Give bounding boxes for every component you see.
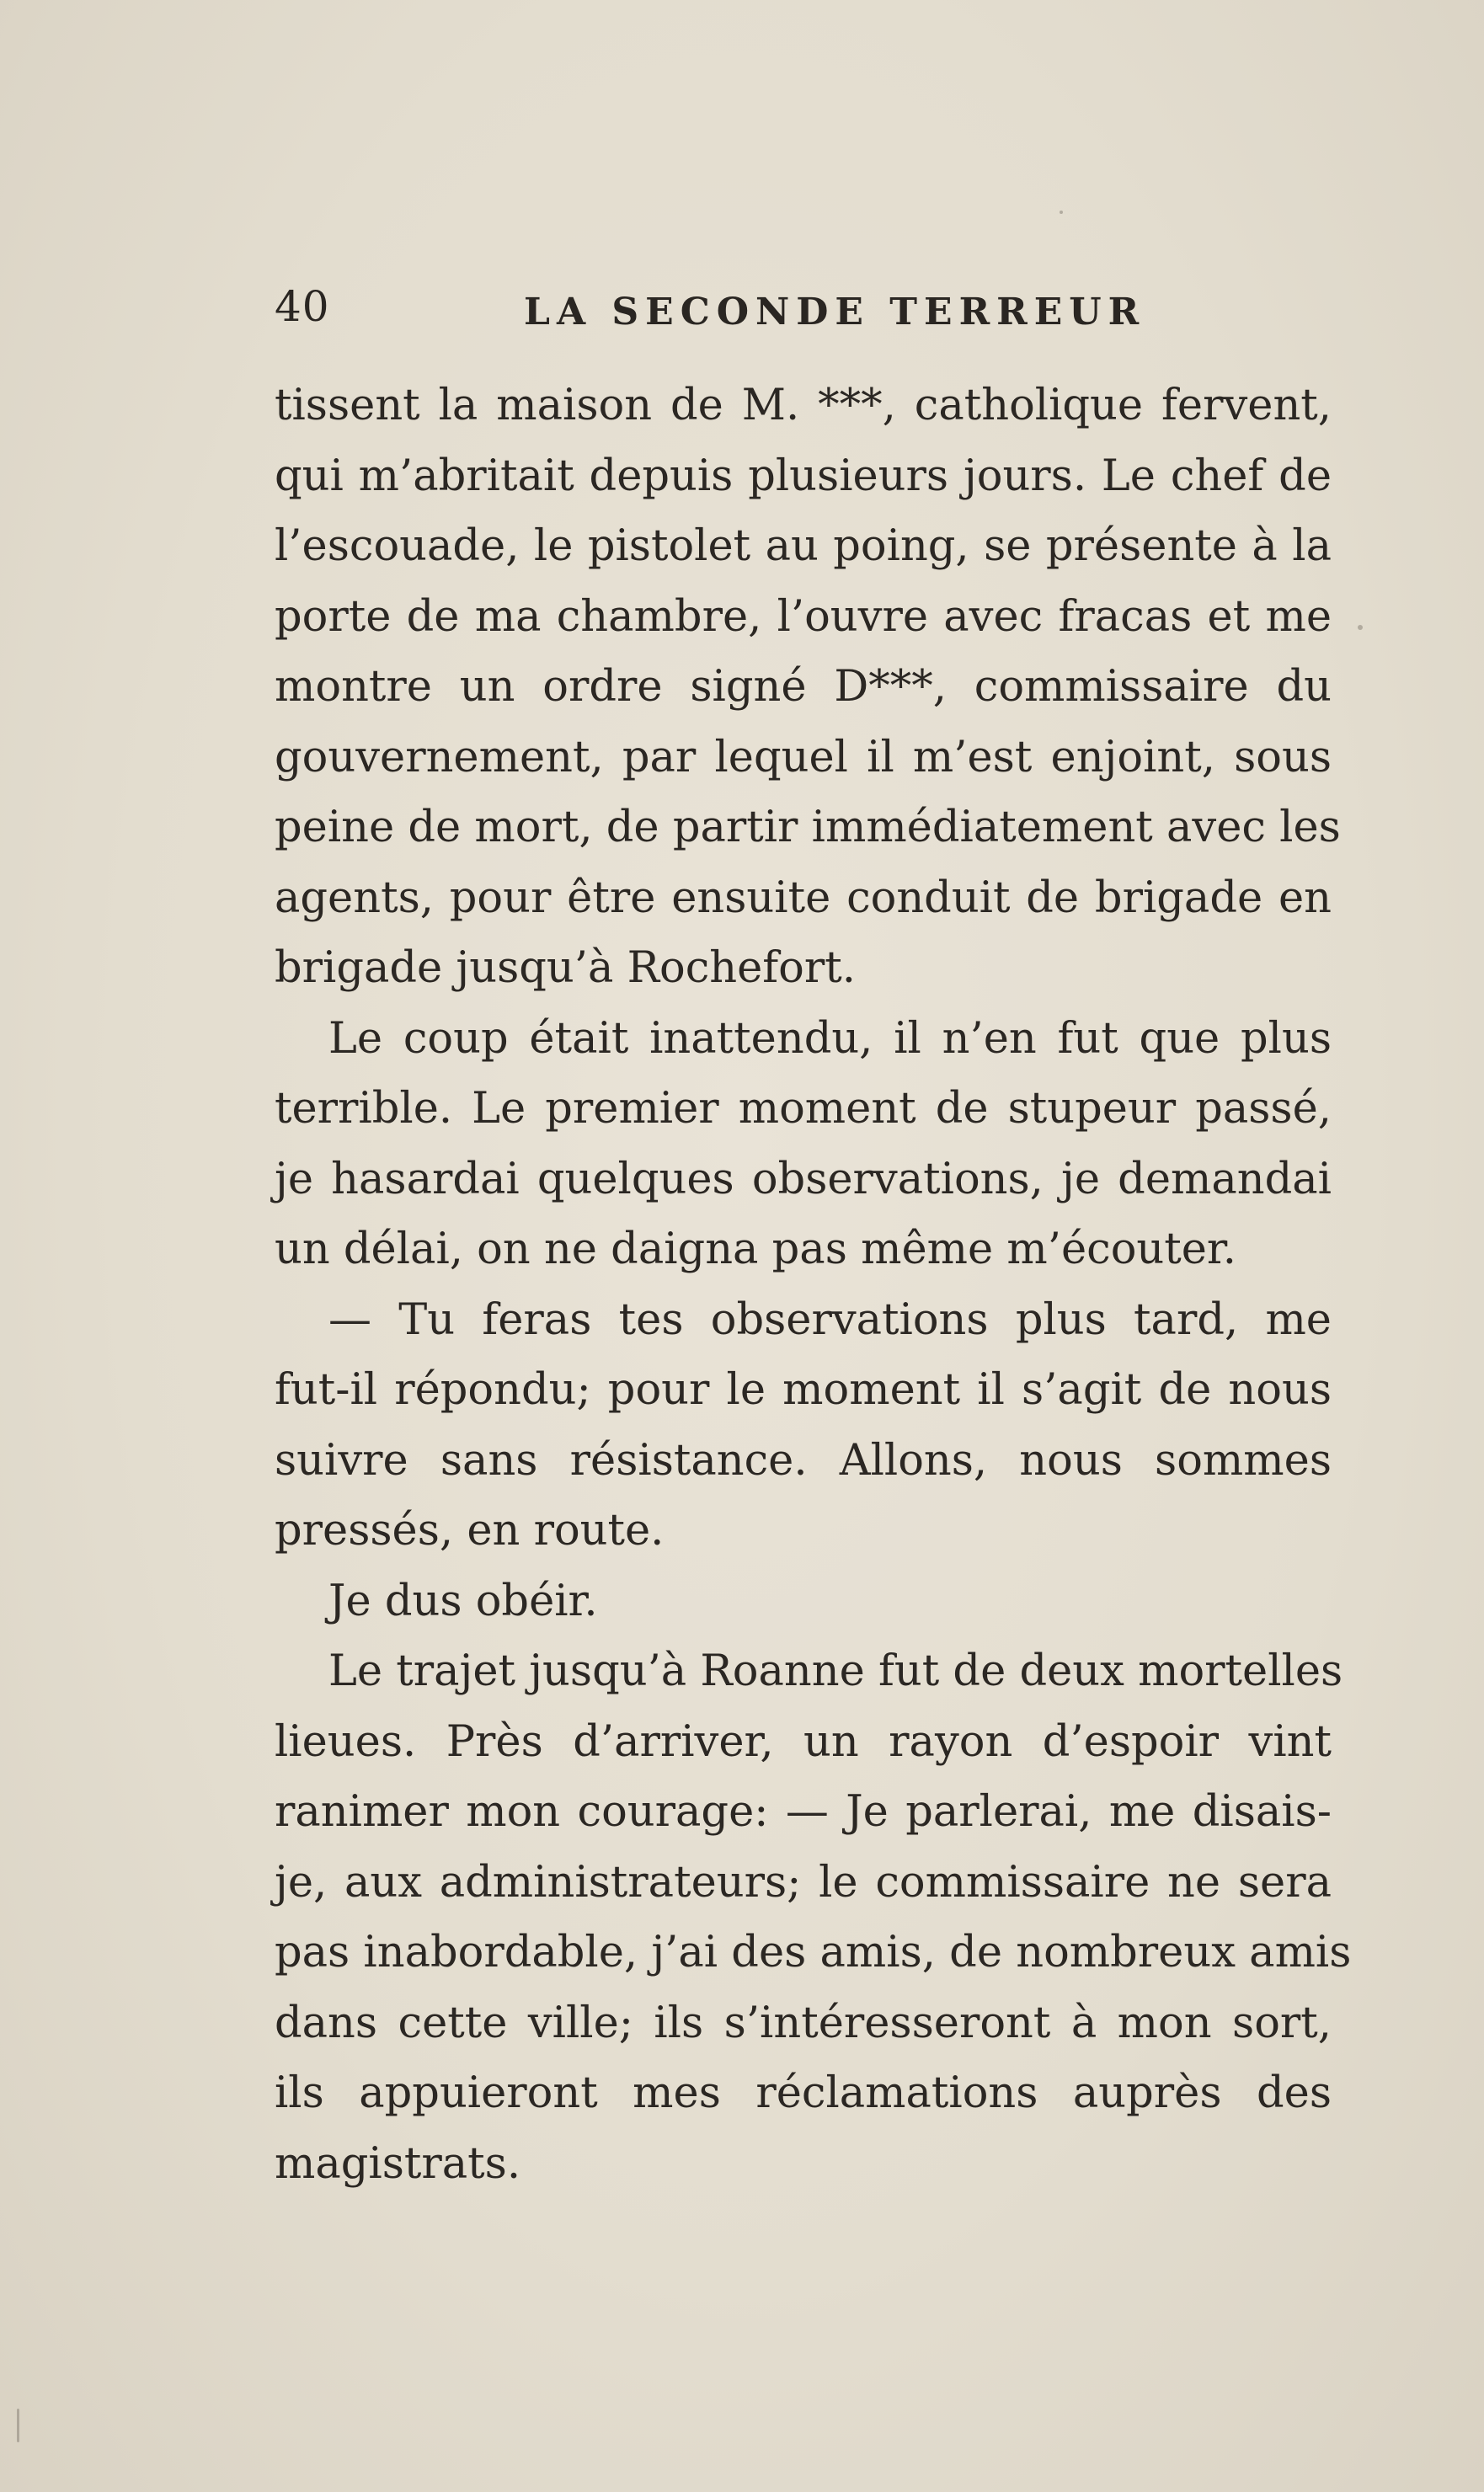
text-line: ils appuieront mes réclamations auprès des	[275, 2068, 1332, 2118]
paper-speck	[1060, 211, 1063, 214]
text-line: — Tu feras tes observations plus tard, me	[328, 1294, 1332, 1345]
page-number: 40	[275, 282, 330, 331]
text-line: je, aux administrateurs; le commissaire ne sera	[275, 1857, 1332, 1908]
text-line: tissent la maison de M. ***, catholique fervent,	[275, 381, 1332, 430]
text-line: l’escouade, le pistolet au poing, se présente à la	[275, 521, 1332, 571]
text-line: un délai, on ne daigna pas même m’écouter.	[275, 1225, 1236, 1274]
text-line: lieues. Près d’arriver, un rayon d’espoir vint	[275, 1716, 1332, 1767]
text-line: brigade jusqu’à Rochefort.	[275, 943, 856, 993]
text-line: gouvernement, par lequel il m’est enjoint, sous	[275, 732, 1332, 782]
text-line: peine de mort, de partir immédiatement avec les	[275, 803, 1341, 852]
body-text	[275, 371, 1352, 2199]
text-line: terrible. Le premier moment de stupeur passé,	[275, 1084, 1332, 1134]
text-line: magistrats.	[275, 2138, 521, 2189]
text-line: pas inabordable, j’ai des amis, de nombreux amis	[275, 1928, 1352, 1977]
text-line: ranimer mon courage: — Je parlerai, me disais-	[275, 1787, 1332, 1837]
text-line: porte de ma chambre, l’ouvre avec fracas et me	[275, 591, 1332, 642]
text-line: fut-il répondu; pour le moment il s’agit de nous	[275, 1365, 1332, 1415]
text-line: je hasardai quelques observations, je demandai	[275, 1154, 1332, 1204]
text-line: Je dus obéir.	[328, 1576, 598, 1626]
text-line: pressés, en route.	[275, 1506, 665, 1555]
text-line: suivre sans résistance. Allons, nous sommes	[275, 1435, 1332, 1486]
text-line: qui m’abritait depuis plusieurs jours. Le chef de	[275, 451, 1332, 501]
paper-speck	[17, 2409, 19, 2442]
text-line: agents, pour être ensuite conduit de brigade en	[275, 872, 1332, 923]
text-line: Le trajet jusqu’à Roanne fut de deux mortelles	[328, 1646, 1343, 1696]
running-title: LA SECONDE TERREUR	[524, 291, 1146, 334]
paper-speck	[1358, 625, 1363, 630]
text-line: montre un ordre signé D***, commissaire du	[275, 662, 1332, 712]
text-line: Le coup était inattendu, il n’en fut que plus	[328, 1013, 1332, 1064]
text-line: dans cette ville; ils s’intéresseront à mon sort,	[275, 1998, 1332, 2048]
